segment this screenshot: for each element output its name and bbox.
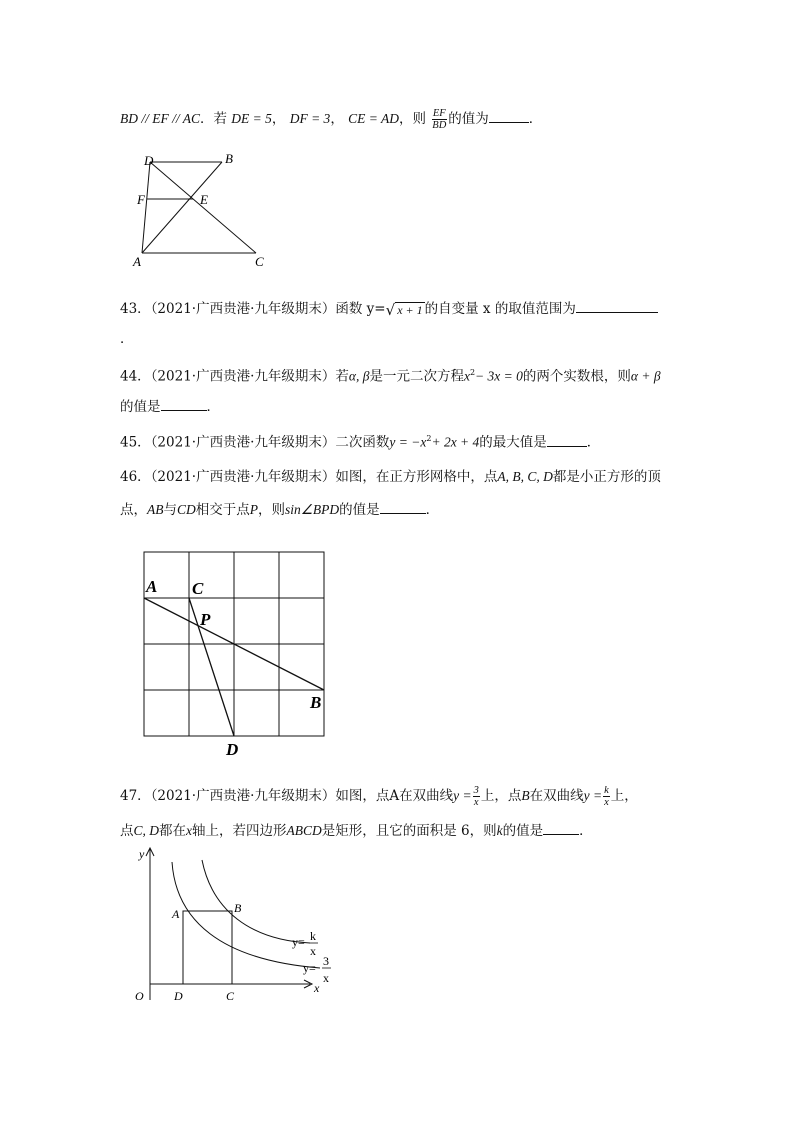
q42-fraction: $\frac{EF}{BD}$ — [432, 108, 447, 131]
q47-curve-3-den: x — [323, 971, 329, 985]
q46-grid-figure — [130, 540, 340, 765]
q43-answer-blank[interactable] — [576, 298, 658, 313]
q42-label-f: F — [137, 192, 145, 207]
q42-trapezoid-figure — [130, 150, 280, 270]
q45-text: 45．（2021·广西贵港·九年级期末）二次函数$y = -x^2+ 2x + 4$的最大值是 ． — [120, 430, 600, 452]
q47-curve-k-den: x — [310, 944, 316, 958]
q47-hyperbola-figure — [120, 840, 350, 1010]
q42-answer-blank[interactable] — [489, 108, 529, 123]
q44-text: 44．（2021·广西贵港·九年级期末）若α, β是一元二次方程$x^2- 3x = 0$的两个实数根，则α + β — [120, 368, 661, 385]
q47-label-a: A — [172, 907, 180, 921]
q42-parallel-cond: BD // EF // AC — [120, 111, 200, 126]
q42-label-d: D — [144, 153, 154, 168]
q46-label-a: A — [146, 577, 158, 596]
q46-label-b: B — [310, 693, 322, 712]
q46-label-p: P — [200, 610, 211, 629]
q42-label-c: C — [255, 254, 264, 269]
q47-label-d: D — [174, 989, 183, 1003]
q47-answer-blank[interactable] — [543, 820, 579, 835]
q42-label-a: A — [133, 254, 141, 269]
q47-curve-k-label: y= — [292, 935, 305, 949]
q46-label-c: C — [192, 579, 204, 598]
q42-label-e: E — [200, 192, 208, 207]
q47-text: 47．（2021·广西贵港·九年级期末）如图，点A在双曲线y = $\frac{3}{x}$ 上，点B在双曲线y = $\frac{k}{x}$ 上， — [120, 785, 638, 808]
q44-answer-blank[interactable] — [161, 396, 207, 411]
q47-label-c: C — [226, 989, 235, 1003]
q46-text: 46．（2021·广西贵港·九年级期末）如图，在正方形网格中，点A, B, C, D都是小正方形的顶 — [120, 469, 661, 485]
q43-sqrt: √ x + 1 — [385, 300, 423, 319]
q47-label-x: x — [314, 981, 320, 995]
q43-text: 43．（2021·广西贵港·九年级期末）函数 y= √ x + 1 的自变量 x 的取值范围为 — [120, 298, 658, 318]
q47-curve-3-label: y= — [303, 961, 316, 975]
q47-fraction-k-over-x: $\frac{k}{x}$ — [604, 785, 609, 808]
q45-answer-blank[interactable] — [547, 432, 587, 447]
q46-label-d: D — [226, 740, 239, 759]
q47-curve-k-num: k — [310, 929, 316, 943]
q42-label-b: B — [225, 151, 233, 166]
q47-fraction-3-over-x: $\frac{3}{x}$ — [473, 785, 479, 808]
q47-curve-3-num: 3 — [323, 954, 329, 968]
q47-label-y: y — [139, 847, 145, 861]
q47-label-o: O — [135, 989, 144, 1003]
q42-text: BD // EF // AC．若 DE = 5， DF = 3， CE = AD，则 $\frac{EF}{BD}$ 的值为 ． — [120, 108, 543, 131]
q47-label-b: B — [234, 901, 242, 915]
q46-answer-blank[interactable] — [380, 499, 426, 514]
